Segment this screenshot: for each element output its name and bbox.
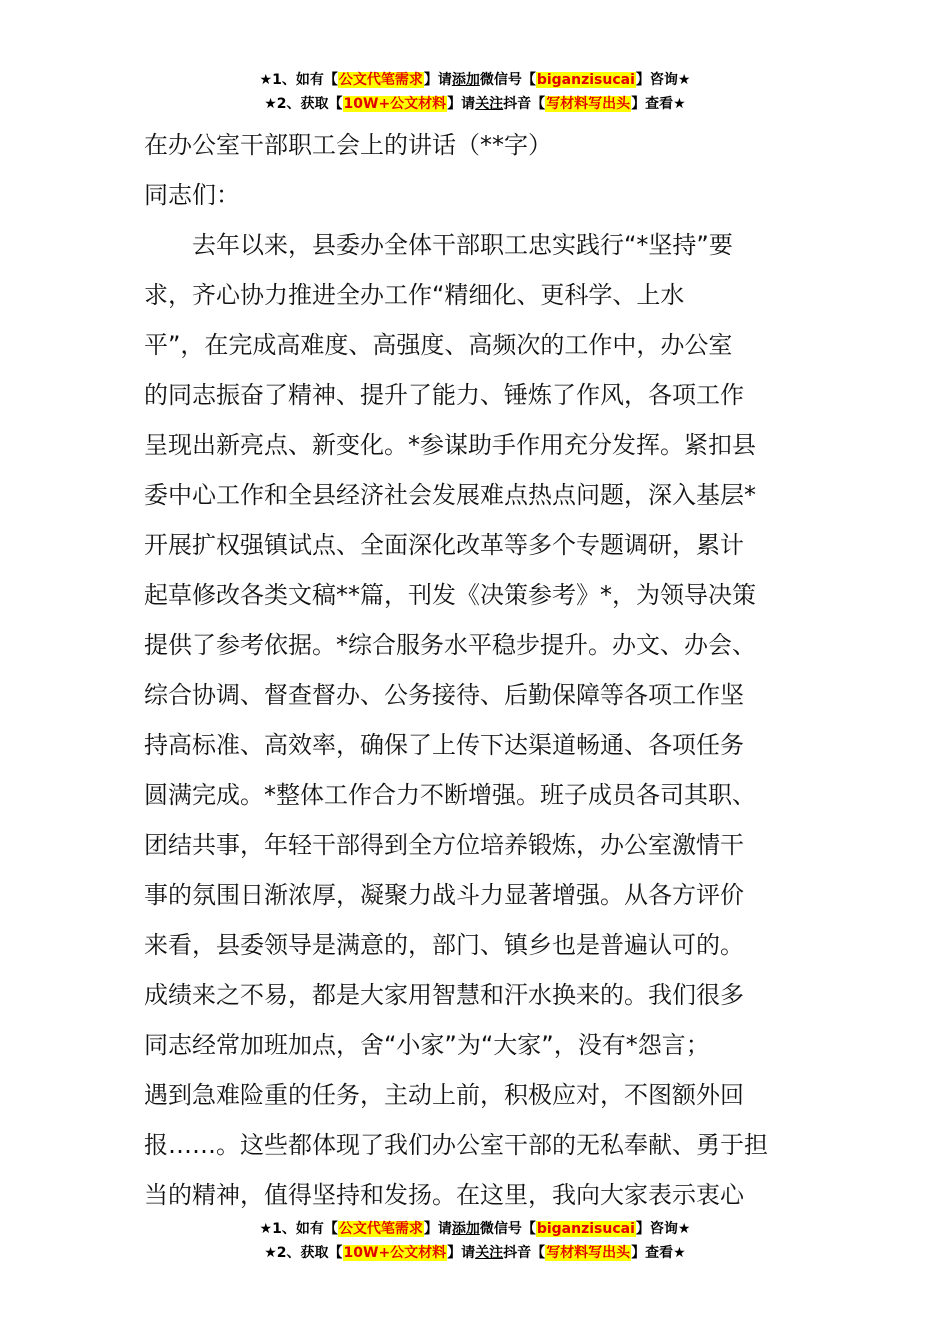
banner-text: ★1、如有【 (259, 72, 338, 88)
header-banner (0, 68, 950, 116)
banner-text: 】查看★ (631, 1245, 686, 1261)
text-line: 持高标准、高效率，确保了上传下达渠道畅通、各项任务 (144, 731, 744, 759)
banner-highlight: 写材料写出头 (546, 96, 631, 112)
banner-text: 抖音【 (503, 96, 546, 112)
banner-text: 】请 (423, 1221, 452, 1237)
text-line: 当的精神，值得坚持和发扬。在这里，我向大家表示衷心 (144, 1181, 744, 1209)
text-line: 同志经常加班加点，舍“小家”为“大家”，没有*怨言； (144, 1031, 710, 1059)
text-line: 报……。这些都体现了我们办公室干部的无私奉献、勇于担 (144, 1131, 768, 1159)
text-line: 呈现出新亮点、新变化。*参谋助手作用充分发挥。紧扣县 (144, 431, 756, 459)
text-line: 成绩来之不易，都是大家用智慧和汗水换来的。我们很多 (144, 981, 744, 1009)
banner-line-1 (0, 1217, 950, 1241)
banner-text: ★2、获取【 (264, 96, 343, 112)
banner-underline: 添加 (451, 72, 480, 88)
banner-text: 】请 (423, 72, 452, 88)
text-line: 遇到急难险重的任务，主动上前，积极应对，不图额外回 (144, 1081, 744, 1109)
banner-text: 】查看★ (631, 96, 686, 112)
salutation: 同志们： (144, 181, 240, 209)
text-line: 去年以来，县委办全体干部职工忠实践行“*坚持”要 (144, 231, 733, 259)
banner-text: ★1、如有【 (259, 1221, 338, 1237)
banner-text: 】咨询★ (635, 1221, 691, 1237)
banner-underline: 关注 (475, 96, 504, 112)
text-line: 平”，在完成高难度、高强度、高频次的工作中，办公室 (144, 331, 733, 359)
banner-underline: 添加 (451, 1221, 480, 1237)
banner-highlight: 公文代笔需求 (338, 72, 423, 88)
banner-highlight: 10W+公文材料 (343, 96, 447, 112)
document-title: 在办公室干部职工会上的讲话（**字） (144, 131, 552, 159)
text-line: 团结共事，年轻干部得到全方位培养锻炼，办公室激情干 (144, 831, 744, 859)
banner-highlight: biganzisucai (536, 1221, 635, 1237)
banner-text: 】请 (447, 1245, 476, 1261)
text-line: 来看，县委领导是满意的，部门、镇乡也是普遍认可的。 (144, 931, 744, 959)
text-line: 的同志振奋了精神、提升了能力、锤炼了作风，各项工作 (144, 381, 744, 409)
text-line: 起草修改各类文稿**篇，刊发《决策参考》*，为领导决策 (144, 581, 756, 609)
text-line: 圆满完成。*整体工作合力不断增强。班子成员各司其职、 (144, 781, 756, 809)
banner-text: ★2、获取【 (264, 1245, 343, 1261)
banner-text: 微信号【 (479, 1221, 536, 1237)
banner-highlight: 公文代笔需求 (338, 1221, 423, 1237)
banner-highlight: 10W+公文材料 (343, 1245, 447, 1261)
text-line: 委中心工作和全县经济社会发展难点热点问题，深入基层* (144, 481, 756, 509)
document-body (144, 120, 808, 1220)
banner-highlight: 写材料写出头 (546, 1245, 631, 1261)
banner-text: 抖音【 (503, 1245, 546, 1261)
banner-text: 】请 (447, 96, 476, 112)
banner-text: 微信号【 (479, 72, 536, 88)
text-line: 求，齐心协力推进全办工作“精细化、更科学、上水 (144, 281, 685, 309)
text-line: 开展扩权强镇试点、全面深化改革等多个专题调研，累计 (144, 531, 744, 559)
banner-line-1 (0, 68, 950, 92)
text-line: 综合协调、督查督办、公务接待、后勤保障等各项工作坚 (144, 681, 744, 709)
text-line: 事的氛围日渐浓厚，凝聚力战斗力显著增强。从各方评价 (144, 881, 744, 909)
banner-text: 】咨询★ (635, 72, 691, 88)
banner-line-2 (0, 1241, 950, 1265)
banner-highlight: biganzisucai (536, 72, 635, 88)
banner-underline: 关注 (475, 1245, 504, 1261)
text-line: 提供了参考依据。*综合服务水平稳步提升。办文、办会、 (144, 631, 756, 659)
banner-line-2 (0, 92, 950, 116)
footer-banner (0, 1217, 950, 1265)
